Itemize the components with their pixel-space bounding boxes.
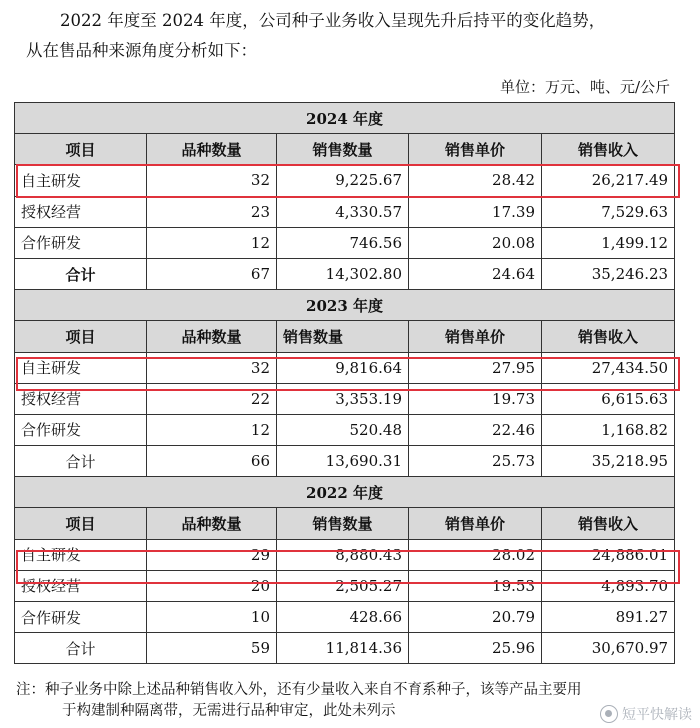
year-row-2023	[15, 290, 675, 321]
watermark-logo-icon	[600, 705, 618, 723]
cell-varieties: 23	[147, 196, 277, 227]
col-header-quantity: 销售数量	[277, 321, 409, 352]
watermark	[600, 704, 692, 724]
unit-label: 单位：万元、吨、元/公斤	[499, 78, 670, 96]
table-row	[15, 383, 675, 414]
cell-varieties: 32	[147, 165, 277, 196]
cell-quantity: 2,505.27	[277, 570, 409, 601]
cell-revenue: 891.27	[542, 602, 675, 633]
col-header-revenue: 销售收入	[542, 321, 675, 352]
cell-revenue: 24,886.01	[542, 539, 675, 570]
col-header-quantity: 销售数量	[277, 134, 409, 165]
cell-revenue: 4,893.70	[542, 570, 675, 601]
cell-price: 19.53	[409, 570, 542, 601]
cell-price: 28.42	[409, 165, 542, 196]
cell-item: 授权经营	[15, 383, 147, 414]
total-row	[15, 258, 675, 289]
table-row	[15, 196, 675, 227]
col-header-revenue: 销售收入	[542, 134, 675, 165]
cell-varieties: 29	[147, 539, 277, 570]
cell-quantity: 11,814.36	[277, 633, 409, 664]
cell-total-label: 合计	[15, 446, 147, 477]
total-row	[15, 633, 675, 664]
cell-item: 合作研发	[15, 602, 147, 633]
year-row-2022	[15, 477, 675, 508]
cell-price: 27.95	[409, 352, 542, 383]
col-header-varieties: 品种数量	[147, 134, 277, 165]
cell-quantity: 4,330.57	[277, 196, 409, 227]
cell-quantity: 520.48	[277, 414, 409, 445]
col-header-varieties: 品种数量	[147, 508, 277, 539]
table-row	[15, 227, 675, 258]
table-row	[15, 165, 675, 196]
table-row	[15, 570, 675, 601]
col-header-item: 项目	[15, 321, 147, 352]
cell-varieties: 66	[147, 446, 277, 477]
cell-item: 自主研发	[15, 539, 147, 570]
col-header-varieties: 品种数量	[147, 321, 277, 352]
cell-price: 24.64	[409, 258, 542, 289]
cell-varieties: 20	[147, 570, 277, 601]
seed-revenue-table	[14, 102, 675, 664]
cell-quantity: 14,302.80	[277, 258, 409, 289]
cell-item: 合作研发	[15, 227, 147, 258]
cell-varieties: 12	[147, 414, 277, 445]
cell-varieties: 67	[147, 258, 277, 289]
footnote	[16, 680, 688, 722]
cell-revenue: 30,670.97	[542, 633, 675, 664]
cell-quantity: 13,690.31	[277, 446, 409, 477]
header-row	[15, 134, 675, 165]
cell-quantity: 746.56	[277, 227, 409, 258]
cell-price: 20.79	[409, 602, 542, 633]
cell-item: 授权经营	[15, 570, 147, 601]
cell-varieties: 32	[147, 352, 277, 383]
header-row	[15, 321, 675, 352]
cell-revenue: 35,246.23	[542, 258, 675, 289]
cell-revenue: 26,217.49	[542, 165, 675, 196]
year-title: 2022 年度	[15, 477, 675, 508]
table-row	[15, 539, 675, 570]
cell-revenue: 35,218.95	[542, 446, 675, 477]
total-row	[15, 446, 675, 477]
col-header-item: 项目	[15, 508, 147, 539]
cell-quantity: 3,353.19	[277, 383, 409, 414]
cell-revenue: 27,434.50	[542, 352, 675, 383]
cell-revenue: 6,615.63	[542, 383, 675, 414]
table-row	[15, 352, 675, 383]
cell-price: 17.39	[409, 196, 542, 227]
cell-varieties: 59	[147, 633, 277, 664]
watermark-text: 短平快解读	[622, 707, 692, 723]
cell-price: 19.73	[409, 383, 542, 414]
footnote-line-1: 注：种子业务中除上述品种销售收入外，还有少量收入来自不育系种子，该等产品主要用	[16, 682, 582, 698]
cell-revenue: 7,529.63	[542, 196, 675, 227]
intro-line-1: 2022 年度至 2024 年度，公司种子业务收入呈现先升后持平的变化趋势，	[60, 11, 606, 30]
footnote-line-2: 于构建制种隔离带，无需进行品种审定，此处未列示	[62, 703, 396, 719]
cell-quantity: 9,816.64	[277, 352, 409, 383]
header-row	[15, 508, 675, 539]
col-header-item: 项目	[15, 134, 147, 165]
col-header-quantity: 销售数量	[277, 508, 409, 539]
cell-item: 自主研发	[15, 352, 147, 383]
cell-total-label: 合计	[15, 633, 147, 664]
cell-varieties: 12	[147, 227, 277, 258]
cell-item: 授权经营	[15, 196, 147, 227]
col-header-price: 销售单价	[409, 508, 542, 539]
col-header-price: 销售单价	[409, 321, 542, 352]
cell-quantity: 428.66	[277, 602, 409, 633]
cell-item: 合作研发	[15, 414, 147, 445]
cell-quantity: 8,880.43	[277, 539, 409, 570]
cell-price: 22.46	[409, 414, 542, 445]
cell-price: 25.96	[409, 633, 542, 664]
table-row	[15, 602, 675, 633]
year-title: 2024 年度	[15, 103, 675, 134]
cell-price: 25.73	[409, 446, 542, 477]
year-row-2024	[15, 103, 675, 134]
cell-quantity: 9,225.67	[277, 165, 409, 196]
col-header-price: 销售单价	[409, 134, 542, 165]
col-header-revenue: 销售收入	[542, 508, 675, 539]
cell-item: 自主研发	[15, 165, 147, 196]
cell-varieties: 10	[147, 602, 277, 633]
cell-varieties: 22	[147, 383, 277, 414]
table-row	[15, 414, 675, 445]
cell-price: 20.08	[409, 227, 542, 258]
intro-line-2: 从在售品种来源角度分析如下：	[26, 41, 257, 60]
cell-revenue: 1,499.12	[542, 227, 675, 258]
intro-paragraph	[26, 6, 686, 66]
year-title: 2023 年度	[15, 290, 675, 321]
cell-revenue: 1,168.82	[542, 414, 675, 445]
cell-total-label: 合计	[15, 258, 147, 289]
cell-price: 28.02	[409, 539, 542, 570]
